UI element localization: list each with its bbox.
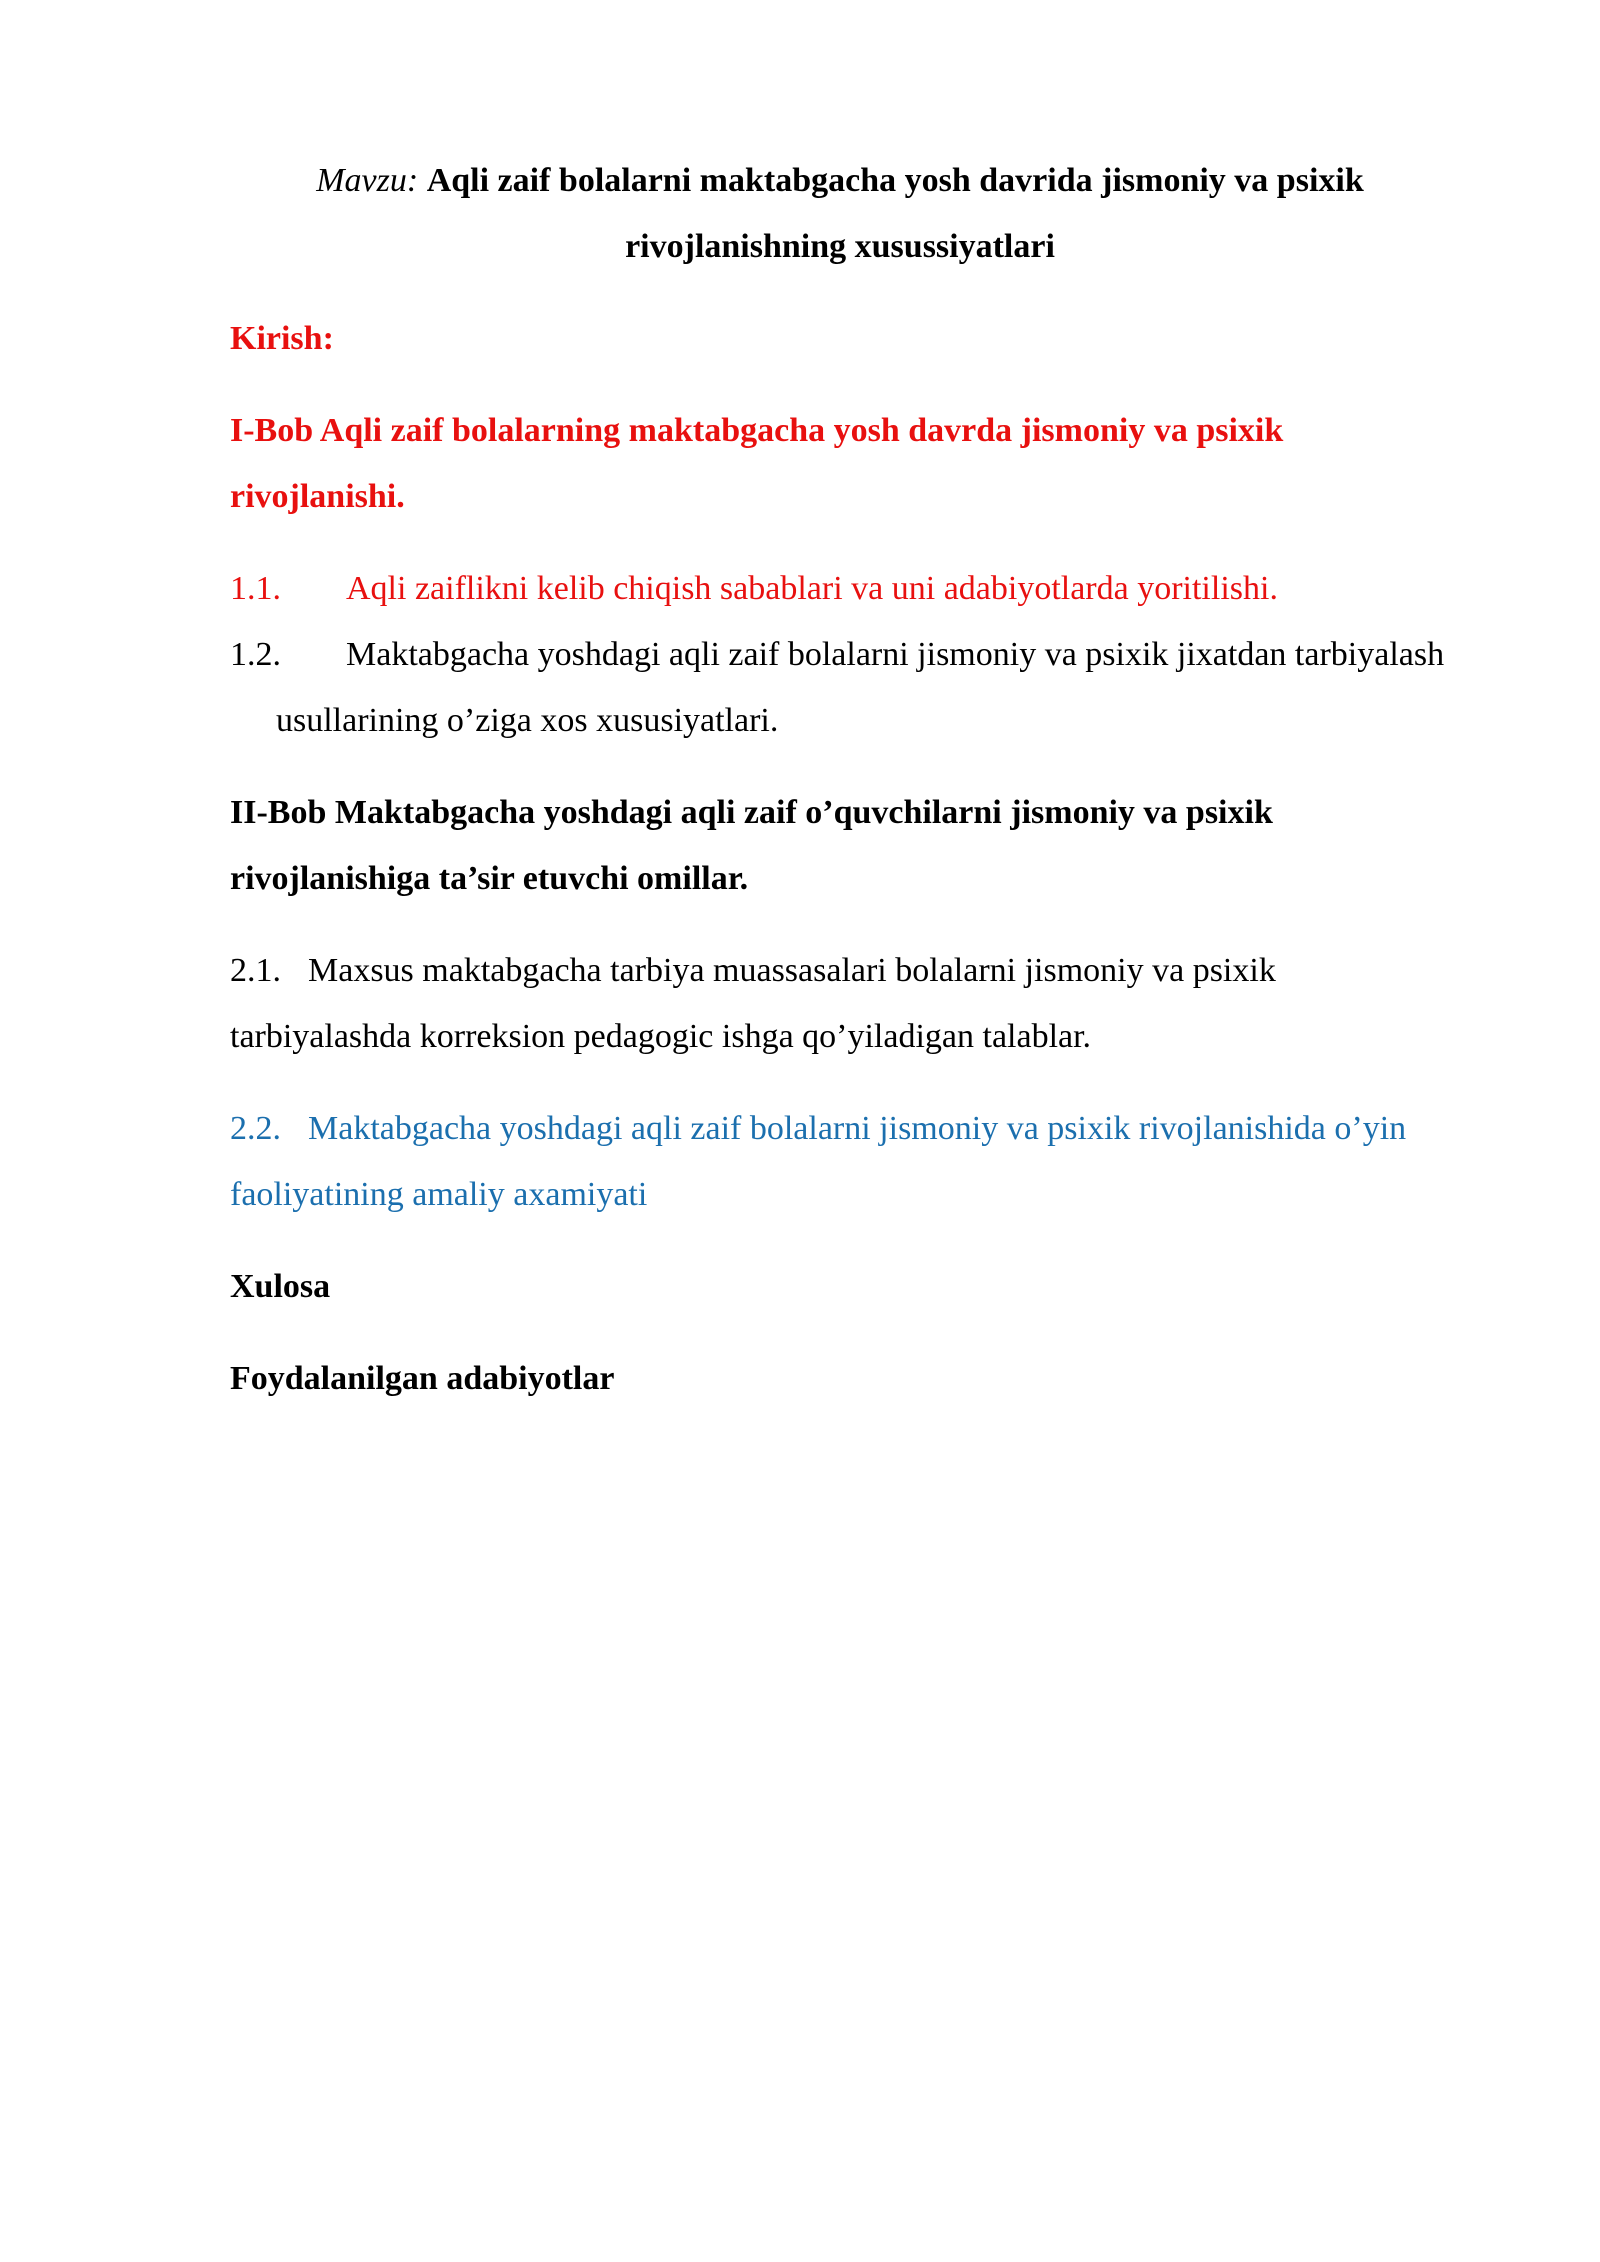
section-2-2 (230, 1096, 1450, 1228)
intro-heading: Kirish: (230, 320, 334, 357)
title-lead: Mavzu: (316, 162, 419, 199)
conclusion-heading: Xulosa (230, 1268, 331, 1305)
section-1-2-number: 1.2. (230, 636, 281, 673)
section-1-1-number: 1.1. (230, 570, 281, 607)
section-1-1-text: Aqli zaiflikni kelib chiqish sabablari va uni adabiyotlarda yoritilishi. (346, 570, 1278, 607)
section-2-1 (230, 938, 1450, 1070)
chapter1-heading: I-Bob Aqli zaif bolalarning maktabgacha yosh davrda jismoniy va psixik rivojlanishi. (230, 412, 1284, 515)
title-main: Aqli zaif bolalarni maktabgacha yosh davrida jismoniy va psixik rivojlanishning xusussiyatlari (426, 162, 1364, 265)
section-2-2-text: Maktabgacha yoshdagi aqli zaif bolalarni jismoniy va psixik rivojlanishida o’yin faoliyatining amaliy axamiyati (230, 1110, 1407, 1213)
document-content (230, 148, 1450, 1412)
section-1-2 (230, 622, 1450, 754)
chapter2-heading: II-Bob Maktabgacha yoshdagi aqli zaif o’quvchilarni jismoniy va psixik rivojlanishiga ta’sir etuvchi omillar. (230, 794, 1273, 897)
section-1-1 (230, 556, 1450, 622)
section-2-2-number: 2.2. (230, 1110, 281, 1147)
references-heading: Foydalanilgan adabiyotlar (230, 1360, 615, 1397)
section-2-1-text: Maxsus maktabgacha tarbiya muassasalari bolalarni jismoniy va psixik tarbiyalashda korreksion pedagogic ishga qo’yiladigan talablar. (230, 952, 1276, 1055)
section-1-2-text: Maktabgacha yoshdagi aqli zaif bolalarni jismoniy va psixik jixatdan tarbiyalash usullarining o’ziga xos xususiyatlari. (276, 636, 1445, 739)
document-title (230, 148, 1450, 280)
section-2-1-number: 2.1. (230, 952, 281, 989)
